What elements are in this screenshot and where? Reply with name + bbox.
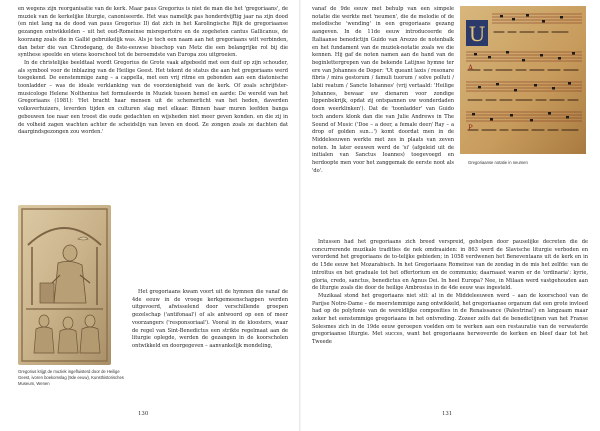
svg-text:P: P [468,124,473,132]
svg-text:U: U [468,22,486,46]
ivory-book-cover-image [18,205,111,365]
right-paragraph-2: Intussen had het gregoriaans zich breed verspreid, geholpen door pauselijke decreten die de concurrerende muzikale tradities de nek omdraaiden: in 863 werd de Slavische liturgie verboden en verordend het gregoriaans de to-telijke gebieden; in 1058 verdwenen het Beneventaans uit de kerk en in de 15de eeuw het Mozarabisch. In het Gregoriaans Romeinse van de zondag in de mis het zelfde: van de introïtus en het graduale tot het offertorium en de communio; daarnaast waren er de 'ordinaria': kyrie, gloria, credo, sanctus, benedictus en Agnus Dei. In heel Europa? Nee, in Milaan werd vastgehouden aan de liturgie zoals die door de heilige Ambrosius in de 4de eeuw was ingesteld. [312,239,588,292]
right-page-number: 131 [442,411,453,417]
right-page [300,0,600,431]
ivory-carving-illustration [18,205,111,365]
left-top-text [18,6,288,206]
left-bottom-text [132,289,288,351]
left-page-number: 130 [138,411,149,417]
neume-manuscript-image [460,6,586,154]
left-paragraph-3: Het gregoriaans kwam voort uit de hymnen die vanaf de 4de eeuw in de vroege kerkgemeenschappen werden uitgevoerd, afwisselend door verschillende groepen gezelschap ('antifonaal') of als antwoord op een of meer voorzangers ('responsoriaal'). Vooral in de kloosters, waar de regel van Sint-Benedictus een strikte regelmaat aan de liturgie oplegde, werden de gezangen in de koorscholen ontwikkeld en doorgegeven – aanvankelijk mondeling, [132,289,288,349]
left-paragraph-1: en wegens zijn reorganisatie van de kerk. Maar paus Gregorius is niet de man die het 'gregoriaans', de muziek van de kerkelijke liturgie, canoniseerde. Het was namelijk pas honderdvijftig jaar na zijn dood (en niet lang na de dood van paus Gregorius II) dat zich in het Karolingische Rijk de gregoriaanse gezangen ontwikkelden – uit het oud-Romeinse misrepertoire en de zogeheten cantus Gallicanus, de koorzang zoals die in Gallië gebruikelijk was. Als je toch een naam aan het gregoriaans wilt verbinden, dan beter die van Chrodegang, de 8ste-eeuwse bisschop van Metz die een belangrijke rol bij die synthese speelde en wiens koorschool tot de beroemdste van Europa zou uitgroeien. [18,6,288,59]
right-paragraph-1: vanaf de 9de eeuw met behulp van een simpele notatie die werkte met 'neumen', die de melodie of de melodische 'wending' in een gregoriaans gezang aangeven. In de 11de eeuw introduceerde de Italiaanse benedictijn Guido van Arezzo de notenbalk en het fundament van de muziek-notatie zoals we die kennen. Hij gaf de noten namen aan de hand van de beginlettergrepen van de bekende Latijnse hymne ter ere van Johannes de Doper: 'Ut queant laxis / resonare fibris / mira gestorum / famuli tuorum / solve polluti / labii reatum / Sancte Iohannes' (vrij vertaald: 'Heilige Johannes, bewaar uw dienaren voor zondige lippenbekrijk, opdat zij ontspannen uw wonderdaden doen weerklinken'). Dat de 'toonladder' van Guido toch anders klonk dan die van Julie Andrews in The Sound of Music ('Doe – a deer, a female deer/ Ray – a drop of golden sun...') komt doordat men in de Middeleeuwen werkte met zes in plaats van zeven noten. In later eeuwen werd de 'si' (afgeleid uit de initialen van Sanctus Ioannes) toegevoegd en herdoopte men voor het zanggemak de eerste noot als 'do'. [312,6,454,174]
right-top-text [312,6,454,237]
right-image-caption: Gregoriaanse notatie in neumen [468,160,528,165]
left-image-caption: Gregorius krijgt de muziek ingefluisterd door de Heilige Geest, ivoren boekomslag (9de eeuw), Kunsthistorisches Museum, Wenen [18,369,124,386]
svg-text:A: A [468,64,474,72]
right-bottom-text [312,239,588,347]
neume-notation-illustration [460,6,586,154]
right-paragraph-3: Muzikaal stond het gregoriaans niet stil: al in de Middeleeuwen werd – aan de koorschool van de Parijse Notre-Dame – de meerstemmige zang ontwikkeld, het gregoriaanse organum dat een grote invloed had op de polyfonie van de wereldlijke composities in de Renaissance (Palestrina!) en langzaam maar zeker het eenstemmige gregoriaans in het ontvreding. Zozeer zelfs dat de benedictijnen van het Franse Solesmes zich in de 19de eeuw geroepen voelden om te werken aan een restauratie van de verwaterde gregoriaanse liturgie. Met succes, want het gregoriaans herwoverde de kerken en bleef daar tot het Tweede [312,292,588,346]
left-paragraph-2: In de christelijke beeldtaal wordt Gregorius de Grote vaak afgebeeld met een duif op zijn schouder, als symbool voor de inblazing van de Heilige Geest. Het tekent de status die aan het gregoriaans werd toegekend. De eenstemmige zang – a cappella, met een vrij ritme en gebonden aan een diatonische toonladder – was de ideale verklanking van de voorzienigheid van de kerk. Of zoals schrijfster-musicologe Helene Nolthenius het formuleerde in Muziek tussen hemel en aarde: De wereld van het Gregoriaans (1981): 'Het bracht haar mensen uit de schemerlicht van het heden, daverden volksverhuizers, leverden tijden en culturen slag met elkaar. Binnen haar muren leefden banga gebouwen toe naar een troost die oude gedachten en wijsheden niet meer geven konden. en die zij in de volheid zagen wachten achter de scheidslijn van leven en dood. Ze zongen zoals ze dachten dat daargindsgezongen zou worden.' [18,59,288,136]
